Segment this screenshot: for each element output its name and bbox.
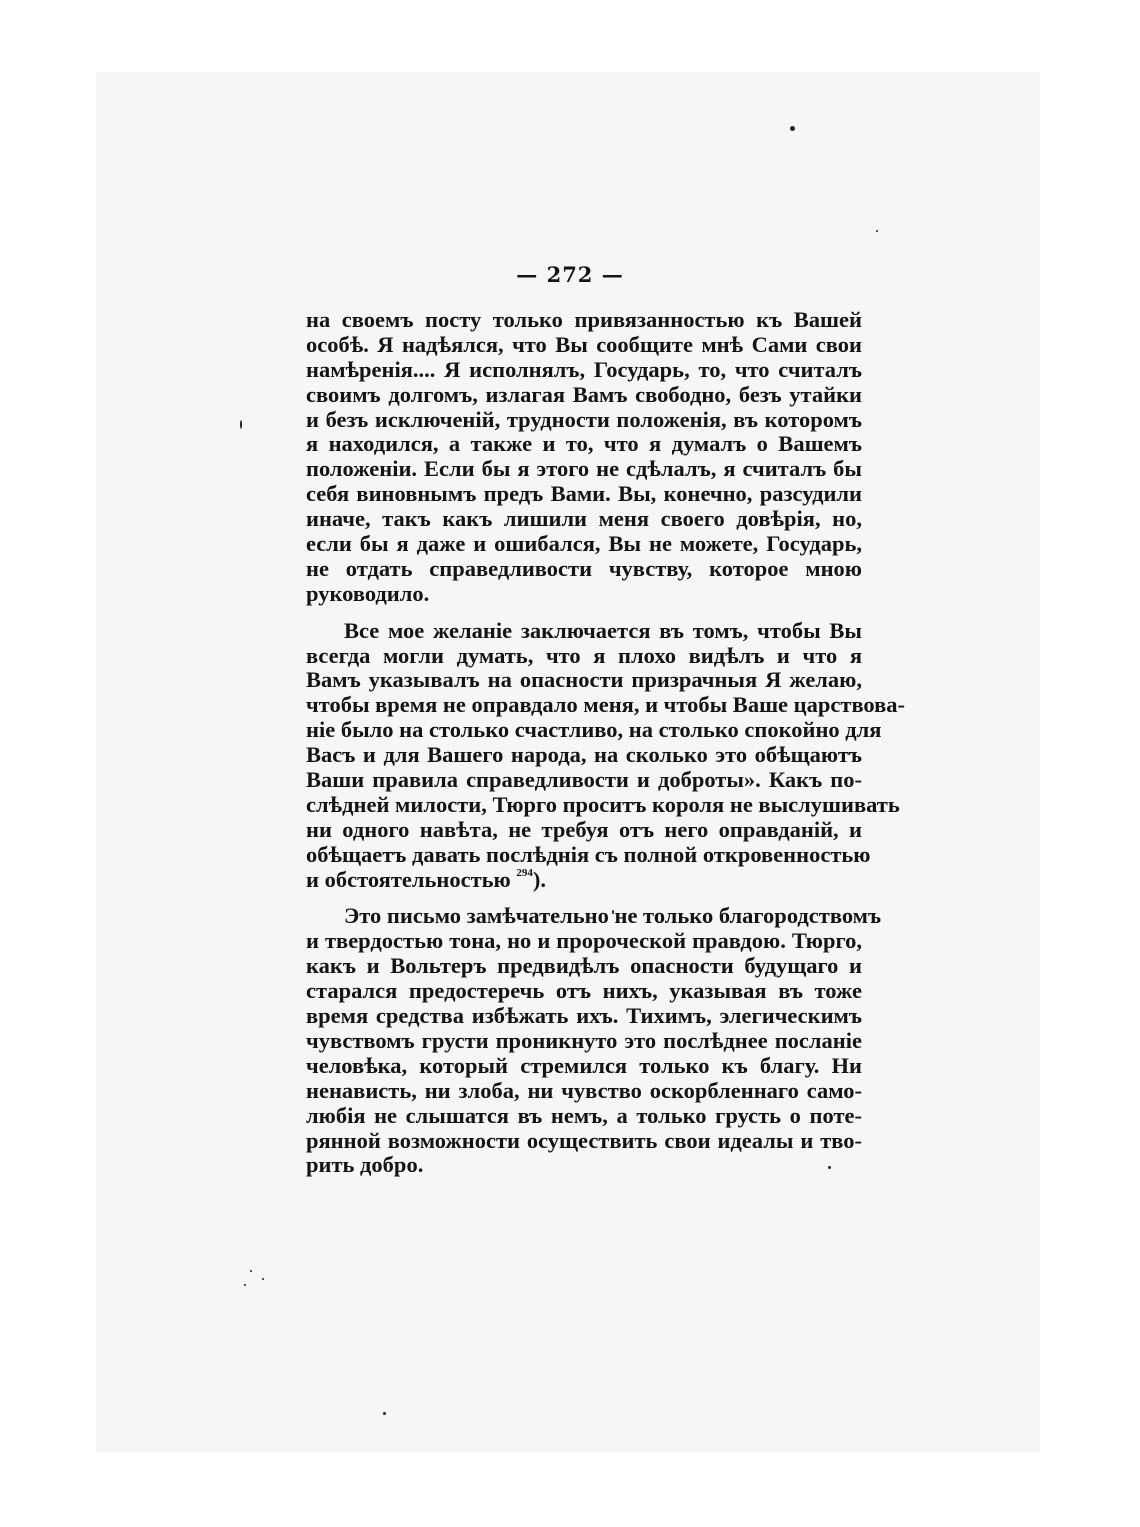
text-line: ніе было на столько счастливо, на столько спокойно для (306, 717, 882, 743)
text-line (306, 868, 862, 893)
text-line: если бы я даже и ошибался, Вы не можете, Государь, (306, 531, 862, 557)
text-line: обѣщаетъ давать послѣднія съ полной откровенностью (306, 841, 871, 867)
text-line: рянной возможности осуществить свои идеалы и тво- (306, 1127, 862, 1153)
page-number: — 272 — (516, 262, 624, 287)
scan-speck (244, 1284, 246, 1286)
text-line: старался предостеречь отъ нихъ, указывая въ тоже (306, 978, 862, 1004)
text-line: Все мое желаніе заключается въ томъ, чтобы Вы (344, 617, 862, 643)
scan-speck (790, 126, 795, 131)
scan-speck (383, 1412, 386, 1415)
paragraph (306, 617, 906, 893)
text-line: Это письмо замѣчательно не только благородствомъ (344, 903, 882, 929)
scan-speck (876, 230, 878, 232)
text-line: слѣдней милости, Тюрго проситъ короля не выслушивать (306, 791, 900, 817)
text-line: своимъ долгомъ, излагая Вамъ свободно, безъ утайки (306, 381, 862, 407)
paragraph (306, 903, 882, 1178)
text-line: на своемъ посту только привязанностью къ Вашей (306, 307, 862, 332)
text-line: ни одного навѣта, не требуя отъ него оправданій, и (306, 816, 862, 842)
text-line: какъ и Вольтеръ предвидѣлъ опасности будущаго и (306, 953, 862, 979)
text-line: ненависть, ни злоба, ни чувство оскорбленнаго само- (306, 1077, 862, 1103)
text-line: себя виновнымъ предъ Вами. Вы, конечно, разсудили (306, 481, 862, 507)
text-line: Васъ и для Вашего народа, на сколько это обѣщаютъ (306, 742, 862, 768)
text-line-content: и обстоятельностью (306, 866, 511, 892)
text-line: и безъ исключеній, трудности положенія, въ которомъ (306, 406, 862, 432)
text-line: руководило. (306, 580, 430, 606)
text-line: я находился, а также и то, что я думалъ о Вашемъ (306, 431, 862, 457)
text-line: время средства избѣжать ихъ. Тихимъ, элегическимъ (306, 1003, 862, 1029)
text-line: намѣренія.... Я исполнялъ, Государь, то, что считалъ (306, 356, 862, 382)
text-line: не отдать справедливости чувству, которое мною (306, 555, 862, 581)
text-line: всегда могли думать, что я плохо видѣлъ и что я (306, 642, 862, 668)
text-line: чувствомъ грусти проникнуто это послѣднее посланіе (306, 1027, 862, 1053)
text-line: человѣка, который стремился только къ благу. Ни (306, 1052, 862, 1078)
scan-speck (262, 1278, 264, 1280)
text-line: иначе, такъ какъ лишили меня своего довѣрія, но, (306, 506, 862, 532)
scan-speck (250, 1270, 252, 1272)
text-line: и твердостью тона, но и пророческой правдою. Тюрго, (306, 928, 862, 954)
body-text (306, 307, 906, 1178)
text-line: Вамъ указывалъ на опасности призрачныя Я желаю, (306, 667, 862, 693)
scan-speck (240, 420, 242, 429)
footnote-reference: 294 (516, 866, 533, 879)
text-line: чтобы время не оправдало меня, и чтобы Ваше царствова- (306, 692, 906, 718)
footnote-close: ). (532, 866, 546, 892)
text-line: особѣ. Я надѣялся, что Вы сообщите мнѣ Сами свои (306, 331, 862, 357)
text-line: Ваши правила справедливости и доброты». Какъ по- (306, 767, 862, 793)
text-line: рить добро. (306, 1152, 424, 1178)
text-line: положеніи. Если бы я этого не сдѣлалъ, я считалъ бы (306, 456, 862, 482)
text-line: любія не слышатся въ немъ, а только грусть о поте- (306, 1102, 862, 1128)
paragraph (306, 308, 862, 607)
